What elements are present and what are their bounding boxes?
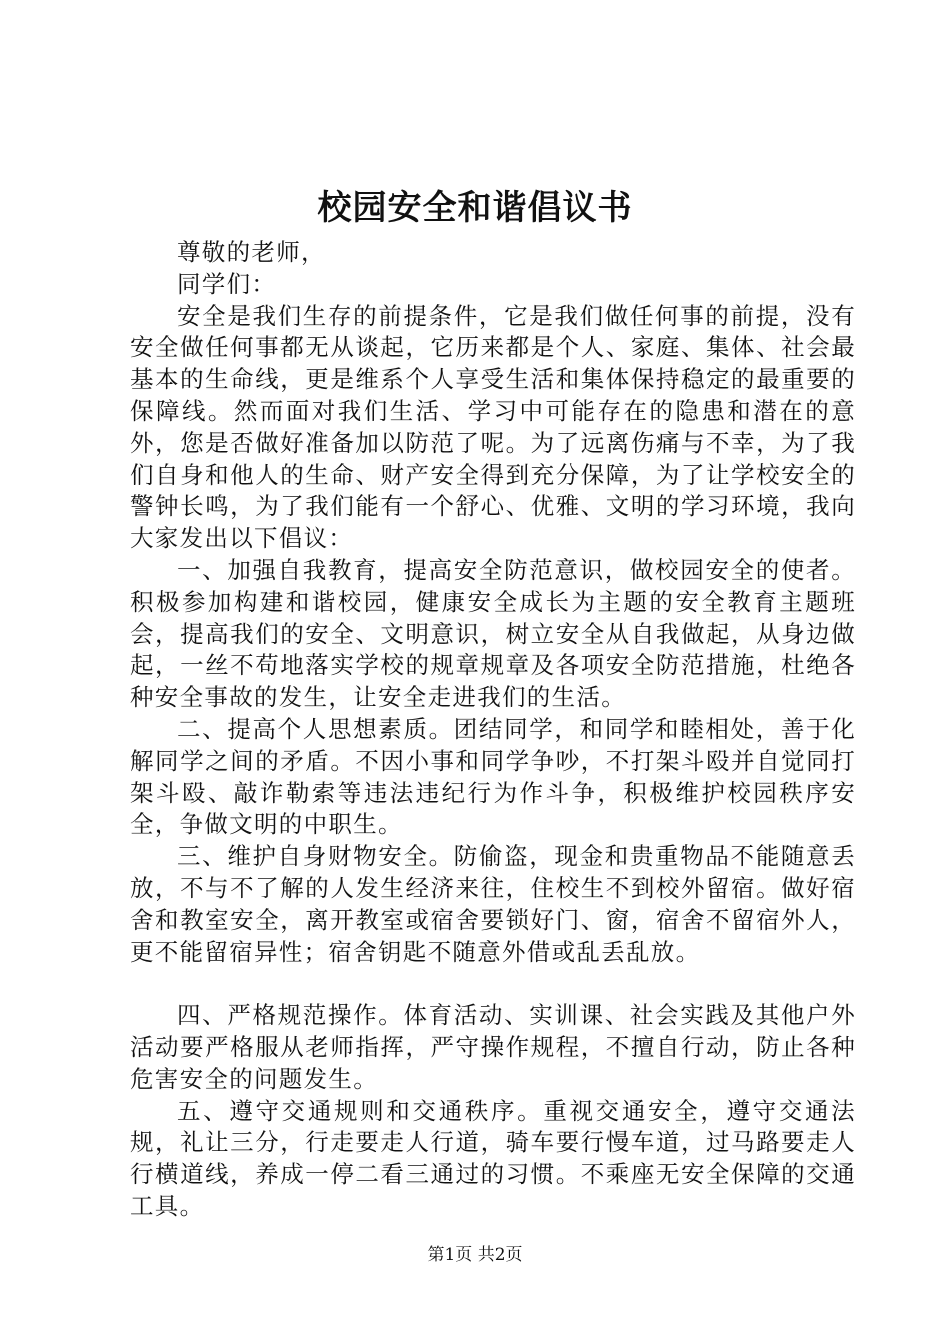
document-title: 校园安全和谐倡议书 <box>317 188 633 228</box>
proposal-paragraph-2: 二、提高个人思想素质。团结同学，和同学和睦相处，善于化解同学之间的矛盾。不因小事和同学争吵，不打架斗殴并自觉同打架斗殴、敲诈勒索等违法违纪行为作斗争，积极维护校园秩序安全，争做文明的中职生。 <box>130 714 856 839</box>
proposal-paragraph-1: 一、加强自我教育，提高安全防范意识，做校园安全的使者。积极参加构建和谐校园，健康安全成长为主题的安全教育主题班会，提高我们的安全、文明意识，树立安全从自我做起，从身边做起，一丝不苟地落实学校的规章规章及各项安全防范措施，杜绝各种安全事故的发生，让安全走进我们的生活。 <box>130 555 856 712</box>
intro-paragraph: 安全是我们生存的前提条件，它是我们做任何事的前提，没有安全做任何事都无从谈起，它历来都是个人、家庭、集体、社会最基本的生命线，更是维系个人享受生活和集体保持稳定的最重要的保障线。然而面对我们生活、学习中可能存在的隐患和潜在的意外，您是否做好准备加以防范了呢。为了远离伤痛与不幸，为了我们自身和他人的生命、财产安全得到充分保障，为了让学校安全的警钟长鸣，为了我们能有一个舒心、优雅、文明的学习环境，我向大家发出以下倡议： <box>130 301 856 553</box>
page-footer: 第1页 共2页 <box>427 1245 523 1265</box>
salutation-students: 同学们： <box>177 269 277 298</box>
proposal-paragraph-4: 四、严格规范操作。体育活动、实训课、社会实践及其他户外活动要严格服从老师指挥，严守操作规程，不擅自行动，防止各种危害安全的问题发生。 <box>130 1001 856 1093</box>
proposal-paragraph-3: 三、维护自身财物安全。防偷盗，现金和贵重物品不能随意丢放，不与不了解的人发生经济来往，住校生不到校外留宿。做好宿舍和教室安全，离开教室或宿舍要锁好门、窗，宿舍不留宿外人，更不能留宿异性；宿舍钥匙不随意外借或乱丢乱放。 <box>130 842 856 966</box>
proposal-paragraph-5: 五、遵守交通规则和交通秩序。重视交通安全，遵守交通法规，礼让三分，行走要走人行道，骑车要行慢车道，过马路要走人行横道线，养成一停二看三通过的习惯。不乘座无安全保障的交通工具。 <box>130 1096 856 1220</box>
document-body <box>130 237 856 1223</box>
salutation-teachers: 尊敬的老师， <box>177 238 326 266</box>
